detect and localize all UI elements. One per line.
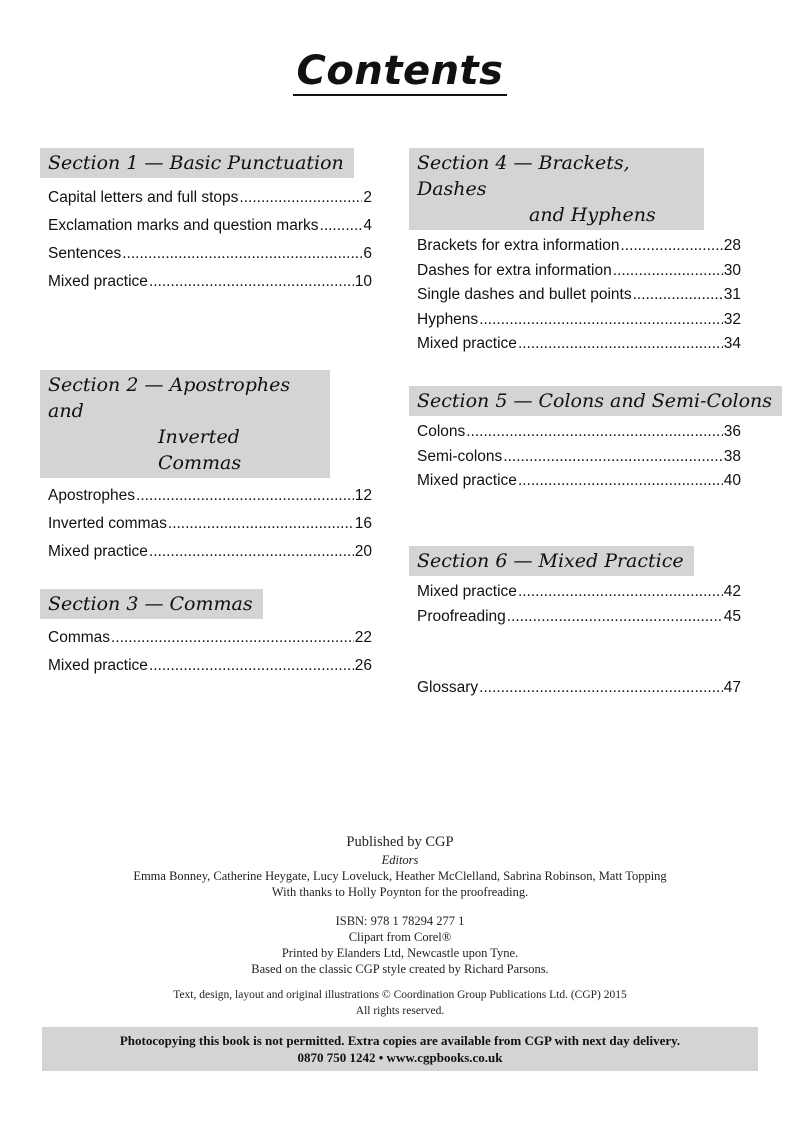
toc-entry-glossary[interactable]: Glossary ..... 47 — [409, 676, 741, 700]
toc-entry[interactable]: Capital letters and full stops ..... 2 — [40, 184, 372, 212]
toc-entry[interactable]: Mixed practice ..... 34 — [409, 332, 741, 357]
notice-line-1: Photocopying this book is not permitted. Extra copies are available from CGP with next day delivery. — [119, 1033, 681, 1048]
section-6 — [409, 546, 741, 629]
toc-entry[interactable]: Brackets for extra information ..... 28 — [409, 234, 741, 259]
toc-entry[interactable]: Inverted commas ..... 16 — [40, 510, 372, 538]
rights: All rights reserved. — [355, 1005, 445, 1017]
editors-label: Editors — [381, 853, 419, 867]
page-title: Contents — [0, 48, 800, 94]
toc-entry[interactable]: Colons ..... 36 — [409, 420, 741, 445]
section-2-heading: Section 2 — Apostrophes and Inverted Commas — [40, 370, 330, 478]
isbn: ISBN: 978 1 78294 277 1 — [335, 914, 465, 928]
section-1-heading: Section 1 — Basic Punctuation — [40, 148, 354, 178]
section-5 — [409, 386, 773, 494]
section-6-heading: Section 6 — Mixed Practice — [409, 546, 694, 576]
copyright: Text, design, layout and original illustrations © Coordination Group Publications Ltd. (CGP) 2015 — [173, 989, 627, 1001]
section-5-heading: Section 5 — Colons and Semi-Colons — [409, 386, 782, 416]
toc-entry[interactable]: Semi-colons ..... 38 — [409, 445, 741, 470]
section-1 — [40, 148, 372, 296]
printer-credit: Printed by Elanders Ltd, Newcastle upon Tyne. — [281, 946, 519, 960]
toc-entry[interactable]: Mixed practice ..... 10 — [40, 268, 372, 296]
notice-contact: 0870 750 1242 • www.cgpbooks.co.uk — [297, 1050, 503, 1065]
toc-entry[interactable]: Exclamation marks and question marks ..... 4 — [40, 212, 372, 240]
toc-entry[interactable]: Commas ..... 22 — [40, 624, 372, 652]
toc-entry[interactable]: Mixed practice ..... 26 — [40, 652, 372, 680]
section-4-heading: Section 4 — Brackets, Dashes and Hyphens — [409, 148, 704, 230]
toc-entry[interactable]: Dashes for extra information ..... 30 — [409, 259, 741, 284]
style-credit: Based on the classic CGP style created by Richard Parsons. — [251, 962, 549, 976]
glossary — [409, 676, 741, 700]
toc-entry[interactable]: Single dashes and bullet points ..... 31 — [409, 283, 741, 308]
publisher-credits — [0, 832, 800, 1019]
toc-entry[interactable]: Hyphens ..... 32 — [409, 308, 741, 333]
section-2 — [40, 370, 372, 566]
thanks-line: With thanks to Holly Poynton for the proofreading. — [271, 885, 529, 899]
toc-entry[interactable]: Proofreading ..... 45 — [409, 605, 741, 630]
section-4 — [409, 148, 741, 357]
section-3 — [40, 589, 372, 680]
toc-entry[interactable]: Mixed practice ..... 42 — [409, 580, 741, 605]
toc-entry[interactable]: Mixed practice ..... 40 — [409, 469, 741, 494]
toc-entry[interactable]: Apostrophes ..... 12 — [40, 482, 372, 510]
clipart-credit: Clipart from Corel® — [348, 930, 452, 944]
photocopy-notice — [42, 1027, 758, 1071]
editors-list: Emma Bonney, Catherine Heygate, Lucy Loveluck, Heather McClelland, Sabrina Robinson, Matt Topping — [133, 869, 667, 883]
toc-entry[interactable]: Mixed practice ..... 20 — [40, 538, 372, 566]
toc-entry[interactable]: Sentences ..... 6 — [40, 240, 372, 268]
published-by: Published by CGP — [346, 834, 454, 850]
section-3-heading: Section 3 — Commas — [40, 589, 263, 619]
